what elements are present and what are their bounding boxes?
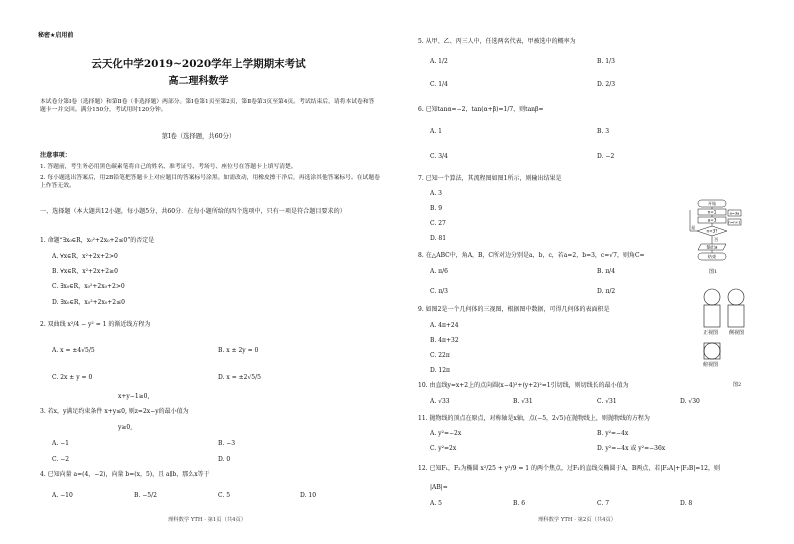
option: B. 1/3 — [597, 58, 615, 65]
option: A. 4π+24 — [430, 322, 459, 329]
note-item: 1. 答题前，考生务必用黑色碳素笔将自己的姓名、准考证号、考场号、座位号在答题卡上填写清楚。 — [40, 164, 297, 170]
flow-condition-text: n<3? — [706, 228, 718, 234]
option: D. 0 — [218, 456, 231, 463]
option: A. y²=−2x — [430, 430, 462, 437]
flow-update-a-text: a=3a — [729, 211, 740, 216]
front-view-label: 正视图 — [703, 330, 719, 336]
option: C. 27 — [430, 220, 446, 227]
front-view-sphere — [704, 289, 720, 305]
option: C. −2 — [52, 456, 70, 463]
front-view-body — [704, 305, 720, 327]
question-12-cont: |AB|= — [430, 484, 448, 491]
question-7: 7. 已知一个算法，其流程图如图1所示，则输出结果是 — [418, 175, 562, 182]
flow-end-text: 结束 — [707, 254, 717, 259]
option: B. 4π+32 — [430, 337, 459, 344]
question-11: 11. 抛物线的顶点在原点，对称轴是x轴，点(−5，2√5)在抛物线上，则抛物线的方程为 — [418, 415, 650, 422]
side-view-sphere — [728, 289, 744, 305]
option: B. −3 — [218, 440, 236, 447]
option: A. x = ±4√5/5 — [52, 347, 95, 354]
option: B. 6 — [513, 500, 526, 507]
flow-n-init-text: n=1 — [707, 209, 717, 215]
option: C. 5 — [218, 492, 231, 499]
figure-2-caption: 图2 — [733, 382, 742, 388]
option: D. 2/3 — [597, 81, 616, 88]
option: B. π/4 — [597, 268, 616, 275]
option: D. 12π — [430, 367, 450, 374]
exam-intro: 本试卷分第Ⅰ卷（选择题）和第Ⅱ卷（非选择题）两部分。第Ⅰ卷第1页至第2页，第Ⅱ卷第3页至第4页。考试结束后，请将本试卷和答题卡一并交回。满分150分，考试用时120分钟。 — [40, 99, 375, 114]
exam-subtitle: 高二理科数学 — [168, 76, 229, 87]
question-10: 10. 由直线y=x+2上的点向圆(x−4)²+(y+2)²=1引切线，则切线长的最小值为 — [418, 382, 629, 389]
option: B. x ± 2y = 0 — [218, 347, 259, 354]
page-footer-left: 理科数学 YTH · 第1页（共4页） — [168, 517, 247, 523]
question-5: 5. 从甲、乙、丙三人中，任选两名代表，甲被选中的概率为 — [418, 38, 576, 45]
option: D. √30 — [680, 398, 700, 405]
top-view-label: 俯视图 — [703, 362, 719, 368]
question-4: 4. 已知向量 a=(4，−2)，向量 b=(x，5)，且 a∥b，那么x等于 — [40, 471, 210, 478]
option: B. 3 — [597, 128, 610, 135]
constraint-line: y≥0, — [118, 424, 133, 431]
page-footer-right: 理科数学 YTH · 第2页（共4页） — [538, 517, 617, 523]
top-view-circle — [704, 343, 720, 359]
option: A. 3 — [430, 190, 442, 197]
option: D. π/2 — [597, 288, 616, 295]
option: D. ∃x₀∈R，x₀²+2x₀+2≤0 — [52, 299, 125, 306]
constraint-line: x+y−1≥0, — [118, 393, 150, 400]
option: A. 1/2 — [430, 58, 448, 65]
option: A. −1 — [52, 440, 69, 447]
question-2: 2. 双曲线 x²/4 − y² = 1 的渐近线方程为 — [40, 321, 151, 328]
option: D. y²=−4x 或 y²=−36x — [597, 445, 666, 452]
side-view-body — [728, 305, 744, 327]
question-8: 8. 在△ABC中，角A，B，C所对边分别是a，b，c，若a=2，b=3，c=√7，则角C= — [418, 252, 645, 259]
question-9: 9. 如图2是一个几何体的三视图，根据图中数据，可得几何体的表面积是 — [418, 306, 610, 313]
option: B. −5/2 — [134, 492, 157, 499]
note-item: 2. 每小题选出答案后，用2B铅笔把答题卡上对应题目的答案标号涂黑。如需改动，用橡皮擦干净后，再选涂其他答案标号。在试题卷上作答无效。 — [40, 175, 380, 190]
three-view-figure — [700, 287, 750, 387]
section-heading: 一、选择题（本大题共12小题，每小题5分，共60分．在每小题所给的四个选项中，只有一项是符合题目要求的） — [40, 208, 346, 215]
flowchart-figure — [682, 198, 742, 270]
option: C. y²=2x — [430, 445, 457, 452]
option: C. 1/4 — [430, 81, 448, 88]
option: D. x = ±2√5/5 — [218, 374, 261, 381]
question-6: 6. 已知tanα=−2，tan(α+β)=1/7，则tanβ= — [418, 106, 544, 113]
option: C. 3/4 — [430, 153, 448, 160]
option: C. 22π — [430, 352, 450, 359]
option: C. √31 — [597, 398, 617, 405]
flow-no-label: 否 — [714, 237, 719, 242]
flow-output-text: 输出a — [706, 244, 718, 250]
flow-update-n-text: n=n+1 — [728, 220, 741, 225]
option: A. ∀x∈R，x²+2x+2>0 — [52, 253, 118, 260]
option: D. 10 — [300, 492, 317, 499]
option: A. √33 — [430, 398, 450, 405]
flow-yes-label: 是 — [691, 225, 696, 230]
figure-1-caption: 图1 — [709, 269, 718, 275]
question-1: 1. 命题“∃x₀∈R，x₀²+2x₀+2≤0”的否定是 — [40, 237, 155, 244]
flow-start-text: 开始 — [707, 201, 717, 206]
side-view-label: 侧视图 — [729, 330, 745, 336]
option: A. 1 — [430, 128, 442, 135]
option: B. y²=−4x — [597, 430, 629, 437]
notes-heading: 注意事项： — [40, 152, 71, 159]
option: A. −10 — [52, 492, 73, 499]
option: C. 7 — [597, 500, 610, 507]
question-3: 3. 若x，y满足约束条件 x+y≤0, 则z=2x−y的最小值为 — [40, 408, 189, 415]
volume-heading: 第Ⅰ卷（选择题，共60分） — [161, 133, 236, 140]
option: C. 2x ± y = 0 — [52, 374, 93, 381]
option: B. 9 — [430, 205, 443, 212]
option: A. 5 — [430, 500, 442, 507]
option: A. π/6 — [430, 268, 448, 275]
secret-label: 秘密★启用前 — [38, 32, 74, 39]
option: D. −2 — [597, 153, 615, 160]
option: B. ∀x∈R，x²+2x+2≥0 — [52, 268, 118, 275]
option: B. √31 — [513, 398, 533, 405]
exam-title: 云天化中学2019~2020学年上学期期末考试 — [91, 58, 306, 70]
question-12: 12. 已知F₁，F₂为椭圆 x²/25 + y²/9 = 1 的两个焦点，过F₁的直线交椭圆于A，B两点，若|F₂A|+|F₂B|=12，则 — [418, 465, 720, 472]
flow-a-init-text: a=3 — [707, 217, 717, 223]
option: C. π/3 — [430, 288, 448, 295]
option: D. 8 — [680, 500, 693, 507]
option: D. 81 — [430, 235, 447, 242]
option: C. ∃x₀∈R，x₀²+2x₀+2>0 — [52, 283, 125, 290]
